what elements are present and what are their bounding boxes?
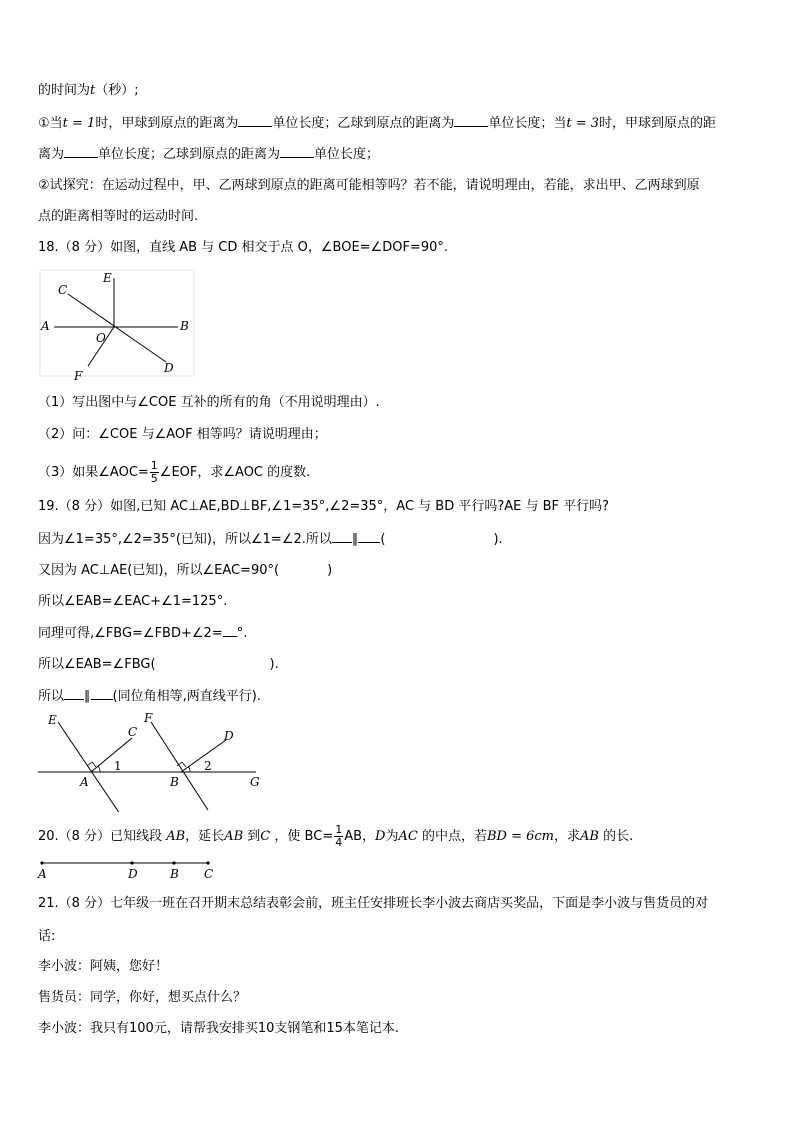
q20-segment-figure: [36, 856, 216, 882]
label-B: B: [180, 319, 189, 333]
label-B: B: [170, 867, 179, 881]
label-O: O: [96, 331, 106, 345]
label-1: 1: [114, 759, 122, 773]
q18-part3: （3）如果∠AOC= $\frac{1}{5}$ ∠EOF，求∠AOC 的度数.: [38, 459, 311, 485]
line-CD: [68, 294, 166, 362]
q17-sub1-line1: ①当t = 1时，甲球到原点的距离为 单位长度；乙球到原点的距离为 单位长度；当t = 3时，甲球到原点的距: [38, 116, 717, 131]
point-A: [40, 861, 43, 864]
label-C: C: [204, 867, 214, 881]
angle-arc-1: [98, 766, 100, 772]
q21-line2: 话:: [38, 929, 56, 944]
q19-line6: 所以 ∥ (同位角相等,两直线平行).: [38, 689, 261, 704]
label-2: 2: [204, 759, 212, 773]
point-B: [172, 861, 175, 864]
q19-figure: [38, 712, 278, 812]
line-AC: [91, 738, 132, 772]
q17-line-time: 的时间为t（秒）;: [38, 83, 139, 98]
label-F: F: [74, 369, 83, 380]
fraction: $\frac{1}{4}$: [335, 823, 343, 849]
reason-blank[interactable]: [156, 656, 270, 668]
label-A: A: [80, 775, 89, 789]
label-A: A: [41, 319, 50, 333]
q19-line2: 又因为 AC⊥AE(已知)，所以∠EAC=90°( ): [38, 563, 333, 578]
answer-blank[interactable]: [332, 530, 352, 543]
line-BF: [151, 722, 208, 810]
label-C: C: [58, 283, 68, 297]
answer-blank[interactable]: [238, 114, 272, 127]
reason-blank[interactable]: [279, 562, 327, 574]
q19-line1: 因为∠1=35°,∠2=35°(已知)，所以∠1=∠2.所以 ∥ ( ).: [38, 532, 503, 547]
label-F: F: [144, 712, 153, 725]
label-D: D: [224, 729, 234, 743]
q21-dialog-3: 李小波：我只有100元，请帮我安排买10支钢笔和15本笔记本.: [38, 1021, 400, 1036]
answer-blank[interactable]: [64, 145, 98, 158]
label-G: G: [250, 775, 260, 789]
reason-blank[interactable]: [385, 531, 493, 543]
q21-dialog-1: 李小波：阿姨，您好！: [38, 959, 169, 974]
q18-stem: 18.（8 分）如图，直线 AB 与 CD 相交于点 O，∠BOE=∠DOF=90°.: [38, 240, 448, 255]
label-A: A: [38, 867, 47, 881]
q21-dialog-2: 售货员：同学，你好，想买点什么？: [38, 990, 247, 1005]
point-C: [206, 861, 209, 864]
q17-sub2-line2: 点的距离相等时的运动时间.: [38, 209, 199, 224]
answer-blank[interactable]: [223, 624, 237, 637]
label-D: D: [128, 867, 138, 881]
q21-line1: 21.（8 分）七年级一班在召开期末总结表彰会前，班主任安排班长李小波去商店买奖品，下面是李小波与售货员的对: [38, 896, 709, 911]
q19-line3: 所以∠EAB=∠EAC+∠1=125°.: [38, 594, 228, 609]
q19-line4: 同理可得,∠FBG=∠FBD+∠2= °.: [38, 626, 248, 641]
label-B: B: [170, 775, 179, 789]
label-E: E: [103, 271, 112, 285]
label-C: C: [128, 725, 138, 739]
point-D: [130, 861, 133, 864]
angle-arc-2: [188, 766, 190, 772]
q17-sub2-line1: ②试探究：在运动过程中，甲、乙两球到原点的距离可能相等吗？若不能，请说明理由，若能，求出甲、乙两球到原: [38, 178, 700, 193]
q18-part1: （1）写出图中与∠COE 互补的所有的角（不用说明理由）.: [38, 395, 380, 410]
right-angle-mark-B: [177, 762, 186, 767]
q19-line5: 所以∠EAB=∠FBG( ).: [38, 657, 279, 672]
label-D: D: [164, 361, 174, 375]
label-E: E: [48, 713, 57, 727]
q18-figure: [38, 268, 198, 380]
q18-part2: （2）问：∠COE 与∠AOF 相等吗？请说明理由；: [38, 427, 327, 442]
answer-blank[interactable]: [91, 687, 113, 700]
answer-blank[interactable]: [280, 145, 314, 158]
fraction: $\frac{1}{5}$: [150, 459, 158, 485]
line-AE: [58, 722, 120, 812]
q20-stem: 20.（8 分）已知线段 AB，延长AB 到C ，使 BC= $\frac{1}{4}$ AB，D为AC 的中点，若BD = 6cm，求AB 的长.: [38, 823, 634, 849]
answer-blank[interactable]: [454, 114, 488, 127]
q17-sub1-line2: 离为 单位长度；乙球到原点的距离为 单位长度；: [38, 147, 380, 162]
answer-blank[interactable]: [64, 687, 84, 700]
q19-stem: 19.（8 分）如图,已知 AC⊥AE,BD⊥BF,∠1=35°,∠2=35°，AC 与 BD 平行吗?AE 与 BF 平行吗?: [38, 499, 610, 514]
answer-blank[interactable]: [358, 530, 380, 543]
